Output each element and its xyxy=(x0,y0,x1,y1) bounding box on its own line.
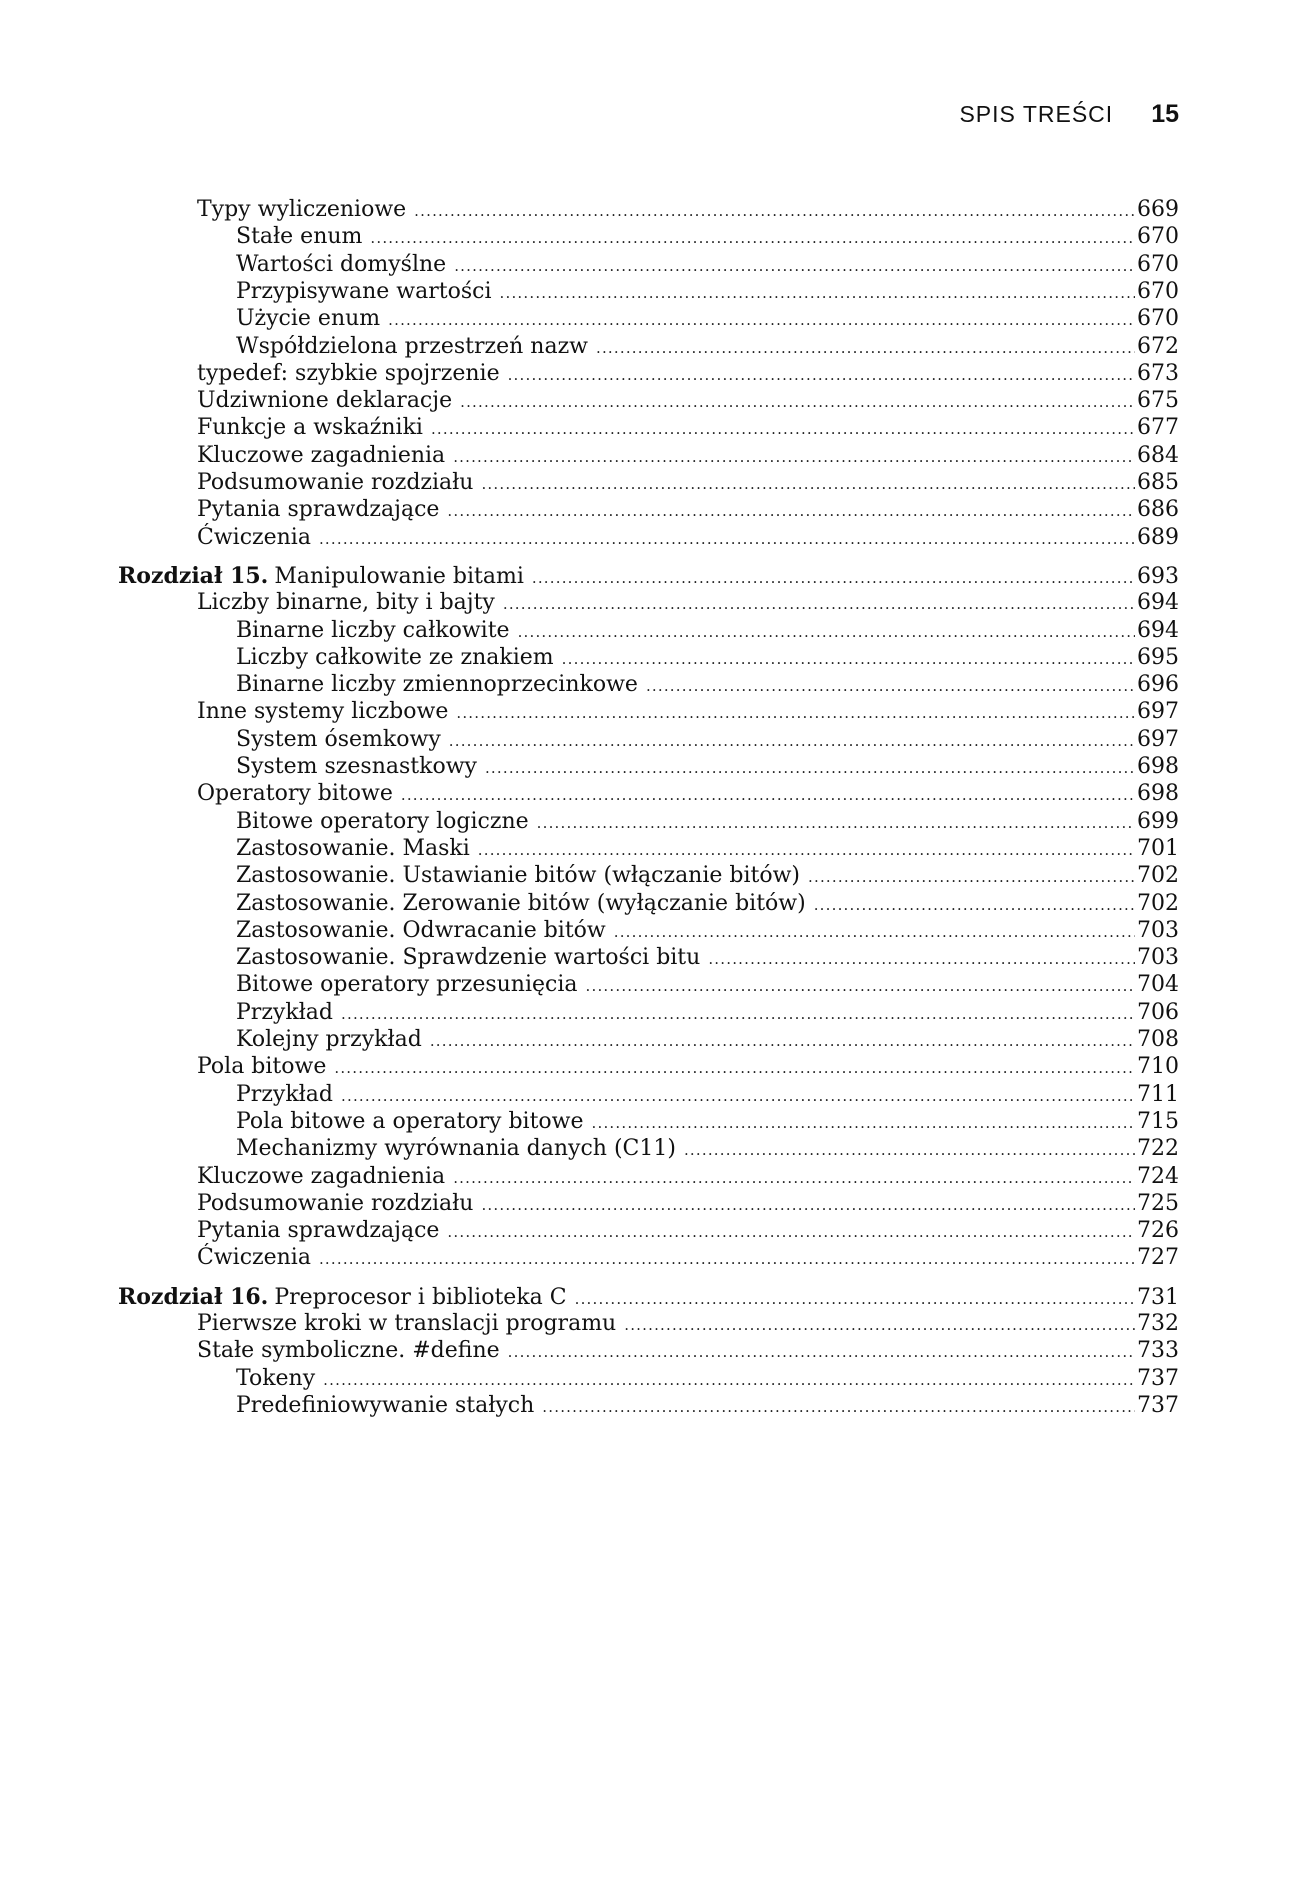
toc-entry-title xyxy=(236,726,449,754)
page-number: 703 xyxy=(1137,917,1179,943)
page-number: 711 xyxy=(1137,1081,1179,1107)
dot-leader xyxy=(586,972,1135,1000)
entry-text: Zastosowanie. Sprawdzenie wartości bitu xyxy=(236,945,701,971)
dot-leader xyxy=(453,1164,1135,1192)
page-number: 670 xyxy=(1137,251,1179,277)
dot-leader xyxy=(518,618,1135,646)
toc-entry-title xyxy=(197,1337,508,1365)
toc-entry-title xyxy=(197,589,503,617)
entry-text: Ćwiczenia xyxy=(197,524,311,550)
toc-entry-title xyxy=(197,698,456,726)
toc-entry-title xyxy=(197,780,401,808)
toc-entry-title xyxy=(236,1392,542,1420)
dot-leader xyxy=(708,945,1135,973)
page-number: 715 xyxy=(1137,1108,1179,1134)
entry-text: Bitowe operatory przesunięcia xyxy=(236,972,578,998)
page-number: 708 xyxy=(1137,1027,1179,1052)
running-header xyxy=(959,100,1179,129)
entry-text: Udziwnione deklaracje xyxy=(197,388,453,414)
page-number: 672 xyxy=(1137,333,1179,359)
entry-text: Ćwiczenia xyxy=(197,1245,311,1271)
toc-entry xyxy=(236,944,1179,973)
dot-leader xyxy=(370,224,1135,252)
toc-entry xyxy=(197,1310,1179,1339)
toc-entry-title xyxy=(236,305,388,333)
dot-leader xyxy=(341,1082,1135,1110)
dot-leader xyxy=(684,1136,1135,1164)
toc-entry-title xyxy=(197,387,460,415)
page-number: 702 xyxy=(1137,890,1179,916)
page-number: 710 xyxy=(1137,1054,1179,1080)
entry-text: Predefiniowywanie stałych xyxy=(236,1392,535,1418)
toc-entry xyxy=(197,414,1179,443)
toc-entry xyxy=(236,644,1179,673)
toc-entry xyxy=(197,524,1179,553)
toc-entry xyxy=(197,589,1179,618)
page-number: 675 xyxy=(1137,388,1179,414)
page-number: 727 xyxy=(1137,1245,1179,1271)
dot-leader xyxy=(808,863,1135,891)
toc-entry-title xyxy=(236,753,485,781)
toc-entry-title xyxy=(197,1163,453,1191)
dot-leader xyxy=(562,645,1135,673)
entry-text: Wartości domyślne xyxy=(236,251,447,277)
dot-leader xyxy=(401,781,1135,809)
toc-entry-title xyxy=(236,671,646,699)
dot-leader xyxy=(478,836,1135,864)
dot-leader xyxy=(460,388,1135,416)
entry-text: Operatory bitowe xyxy=(197,781,393,807)
toc-entry-title xyxy=(197,469,481,497)
header-title: SPIS TREŚCI xyxy=(959,101,1114,127)
page-number: 673 xyxy=(1137,360,1179,386)
entry-text: Podsumowanie rozdziału xyxy=(197,1190,474,1216)
entry-text: Pytania sprawdzające xyxy=(197,497,440,523)
entry-text: Pola bitowe a operatory bitowe xyxy=(236,1108,584,1134)
page-number: 694 xyxy=(1137,590,1179,616)
toc-entry-title xyxy=(197,1310,624,1338)
entry-text: Preprocesor i biblioteka C xyxy=(274,1284,567,1310)
toc-entry-title xyxy=(236,808,537,836)
entry-text: Kolejny przykład xyxy=(236,1027,422,1052)
page-number: 693 xyxy=(1137,563,1179,589)
toc-entry xyxy=(197,1337,1179,1366)
page-number: 737 xyxy=(1137,1365,1179,1391)
entry-text: System ósemkowy xyxy=(236,726,441,752)
dot-leader xyxy=(431,415,1135,443)
page-number: 703 xyxy=(1137,945,1179,971)
page-number: 696 xyxy=(1137,672,1179,698)
page-number: 732 xyxy=(1137,1311,1179,1336)
header-page-number: 15 xyxy=(1151,100,1179,128)
toc-entry xyxy=(236,917,1179,946)
toc-entry-title xyxy=(236,617,518,645)
dot-leader xyxy=(508,361,1135,389)
entry-text: Kluczowe zagadnienia xyxy=(197,442,446,468)
toc-entry xyxy=(197,496,1179,525)
toc-entry-title xyxy=(236,944,708,972)
dot-leader xyxy=(456,699,1135,727)
dot-leader xyxy=(532,564,1135,592)
dot-leader xyxy=(646,672,1135,700)
dot-leader xyxy=(485,754,1135,782)
page-number: 670 xyxy=(1137,224,1179,250)
toc-entry xyxy=(236,1135,1179,1164)
entry-text: Kluczowe zagadnienia xyxy=(197,1163,446,1189)
toc-entry-title xyxy=(197,1190,481,1218)
toc-entry xyxy=(236,999,1179,1028)
toc-entry-title xyxy=(236,890,814,918)
dot-leader xyxy=(592,1109,1135,1137)
toc-entry-title xyxy=(197,414,431,442)
entry-text: Pierwsze kroki w translacji programu xyxy=(197,1311,617,1336)
toc-entry-title xyxy=(236,999,341,1027)
dot-leader xyxy=(508,1338,1135,1366)
chapter-label: Rozdział 16. xyxy=(118,1283,269,1310)
entry-text: Liczby binarne, bity i bajty xyxy=(197,590,495,616)
toc-entry-title xyxy=(236,1081,341,1109)
toc-entry-title xyxy=(236,917,614,945)
page-number: 731 xyxy=(1137,1284,1179,1310)
toc-entry-title xyxy=(236,1026,430,1054)
entry-text: Funkcje a wskaźniki xyxy=(197,415,423,441)
entry-text: Podsumowanie rozdziału xyxy=(197,470,474,495)
toc-entry xyxy=(236,808,1179,837)
toc-entry xyxy=(236,305,1179,334)
dot-leader xyxy=(449,727,1135,755)
entry-text: typedef: szybkie spojrzenie xyxy=(197,360,500,386)
toc-entry xyxy=(236,251,1179,280)
entry-text: Inne systemy liczbowe xyxy=(197,699,449,725)
toc-entry xyxy=(197,469,1179,498)
chapter-label: Rozdział 15. xyxy=(118,562,269,589)
toc-entry-title xyxy=(197,1053,334,1081)
page-number: 704 xyxy=(1137,972,1179,998)
toc-entry-title xyxy=(236,1108,592,1136)
toc-entry-title xyxy=(236,278,500,306)
toc-entry xyxy=(197,1053,1179,1082)
page-number: 698 xyxy=(1137,754,1179,779)
dot-leader xyxy=(319,525,1135,553)
page-number: 689 xyxy=(1137,524,1179,550)
toc-entry-title xyxy=(236,1365,323,1393)
dot-leader xyxy=(388,306,1135,334)
page-number: 733 xyxy=(1137,1338,1179,1364)
dot-leader xyxy=(814,891,1135,919)
toc-entry xyxy=(236,617,1179,646)
page-number: 702 xyxy=(1137,863,1179,889)
page-number: 685 xyxy=(1137,470,1179,495)
entry-text: Tokeny xyxy=(236,1365,316,1391)
toc-entry xyxy=(236,862,1179,891)
entry-text: Binarne liczby całkowite xyxy=(236,617,510,643)
page-number: 684 xyxy=(1137,442,1179,468)
toc-entry xyxy=(236,753,1179,782)
toc-entry xyxy=(197,780,1179,809)
toc-entry xyxy=(197,1244,1179,1273)
toc-entry xyxy=(236,726,1179,755)
entry-text: Pytania sprawdzające xyxy=(197,1218,440,1244)
dot-leader xyxy=(614,918,1135,946)
entry-text: System szesnastkowy xyxy=(236,754,477,779)
toc-entry xyxy=(236,278,1179,307)
dot-leader xyxy=(447,1218,1135,1246)
toc-entry-title xyxy=(236,862,808,890)
entry-text: Zastosowanie. Zerowanie bitów (wyłączanie bitów) xyxy=(236,890,806,916)
page-number: 694 xyxy=(1137,617,1179,643)
toc-entry xyxy=(236,671,1179,700)
page-number: 669 xyxy=(1137,197,1179,222)
toc-entry xyxy=(236,1365,1179,1394)
toc-entry xyxy=(236,890,1179,919)
toc-entry xyxy=(236,1026,1179,1055)
toc-entry-title xyxy=(197,196,414,224)
toc-entry xyxy=(236,333,1179,362)
toc-entry-title xyxy=(236,644,562,672)
toc-entry xyxy=(197,387,1179,416)
toc-entry xyxy=(236,223,1179,252)
entry-text: Typy wyliczeniowe xyxy=(197,197,407,222)
toc-entry xyxy=(197,442,1179,471)
entry-text: Stałe enum xyxy=(236,224,363,250)
page-number: 699 xyxy=(1137,808,1179,834)
toc-entry xyxy=(197,1190,1179,1219)
entry-text: Stałe symboliczne. #define xyxy=(197,1338,500,1364)
page-number: 737 xyxy=(1137,1392,1179,1418)
entry-text: Mechanizmy wyrównania danych (C11) xyxy=(236,1136,676,1162)
dot-leader xyxy=(454,252,1135,280)
dot-leader xyxy=(319,1245,1135,1273)
dot-leader xyxy=(596,334,1135,362)
entry-text: Przykład xyxy=(236,999,334,1025)
toc-entry xyxy=(197,1163,1179,1192)
dot-leader xyxy=(481,1191,1135,1219)
dot-leader xyxy=(414,197,1135,225)
entry-text: Zastosowanie. Ustawianie bitów (włączanie bitów) xyxy=(236,863,801,889)
toc-entry-title xyxy=(236,223,370,251)
dot-leader xyxy=(341,1000,1135,1028)
page-number: 701 xyxy=(1137,835,1179,861)
toc-entry xyxy=(197,698,1179,727)
toc-chapter-entry xyxy=(118,562,1179,592)
dot-leader xyxy=(542,1393,1135,1421)
entry-text: Współdzielona przestrzeń nazw xyxy=(236,333,588,359)
page-number: 724 xyxy=(1137,1163,1179,1189)
toc-entry-title xyxy=(197,524,319,552)
page-number: 695 xyxy=(1137,644,1179,670)
entry-text: Pola bitowe xyxy=(197,1054,327,1080)
toc-entry-title xyxy=(197,1244,319,1272)
entry-text: Przypisywane wartości xyxy=(236,278,492,304)
toc-entry xyxy=(236,971,1179,1000)
page-number: 697 xyxy=(1137,699,1179,725)
page-number: 726 xyxy=(1137,1218,1179,1244)
toc-entry-title xyxy=(197,360,508,388)
page-number: 677 xyxy=(1137,415,1179,441)
entry-text: Zastosowanie. Odwracanie bitów xyxy=(236,917,606,943)
toc-entry-title xyxy=(197,496,447,524)
toc-entry xyxy=(197,1217,1179,1246)
toc-entry xyxy=(197,360,1179,389)
toc-entry xyxy=(236,1108,1179,1137)
toc-entry xyxy=(197,196,1179,225)
toc-entry-title xyxy=(236,835,478,863)
toc-entry-title xyxy=(197,442,453,470)
entry-text: Liczby całkowite ze znakiem xyxy=(236,644,554,670)
entry-text: Manipulowanie bitami xyxy=(274,563,524,589)
entry-text: Przykład xyxy=(236,1081,334,1107)
entry-text: Binarne liczby zmiennoprzecinkowe xyxy=(236,672,638,698)
dot-leader xyxy=(575,1285,1135,1313)
page-number: 722 xyxy=(1137,1136,1179,1162)
toc-entry-title xyxy=(118,1283,575,1312)
page-number: 670 xyxy=(1137,278,1179,304)
page-number: 670 xyxy=(1137,306,1179,332)
entry-text: Bitowe operatory logiczne xyxy=(236,808,529,834)
dot-leader xyxy=(500,279,1135,307)
dot-leader xyxy=(453,443,1135,471)
toc-entry-title xyxy=(118,562,532,591)
dot-leader xyxy=(481,470,1135,498)
toc-entry xyxy=(236,1081,1179,1110)
entry-text: Zastosowanie. Maski xyxy=(236,835,470,861)
dot-leader xyxy=(430,1027,1135,1055)
dot-leader xyxy=(334,1054,1135,1082)
dot-leader xyxy=(447,497,1135,525)
dot-leader xyxy=(624,1311,1135,1339)
page-number: 706 xyxy=(1137,999,1179,1025)
toc-entry-title xyxy=(236,251,454,279)
page-number: 697 xyxy=(1137,726,1179,752)
page-number: 698 xyxy=(1137,781,1179,807)
entry-text: Użycie enum xyxy=(236,306,381,332)
toc-entry xyxy=(236,835,1179,864)
toc-entry-title xyxy=(236,333,596,361)
dot-leader xyxy=(537,809,1135,837)
dot-leader xyxy=(323,1366,1135,1394)
toc-entry xyxy=(236,1392,1179,1421)
dot-leader xyxy=(503,590,1135,618)
toc-entry-title xyxy=(236,1135,684,1163)
toc-entry-title xyxy=(236,971,586,999)
toc-chapter-entry xyxy=(118,1283,1179,1313)
toc-entry-title xyxy=(197,1217,447,1245)
page-number: 686 xyxy=(1137,497,1179,523)
page-number: 725 xyxy=(1137,1190,1179,1216)
